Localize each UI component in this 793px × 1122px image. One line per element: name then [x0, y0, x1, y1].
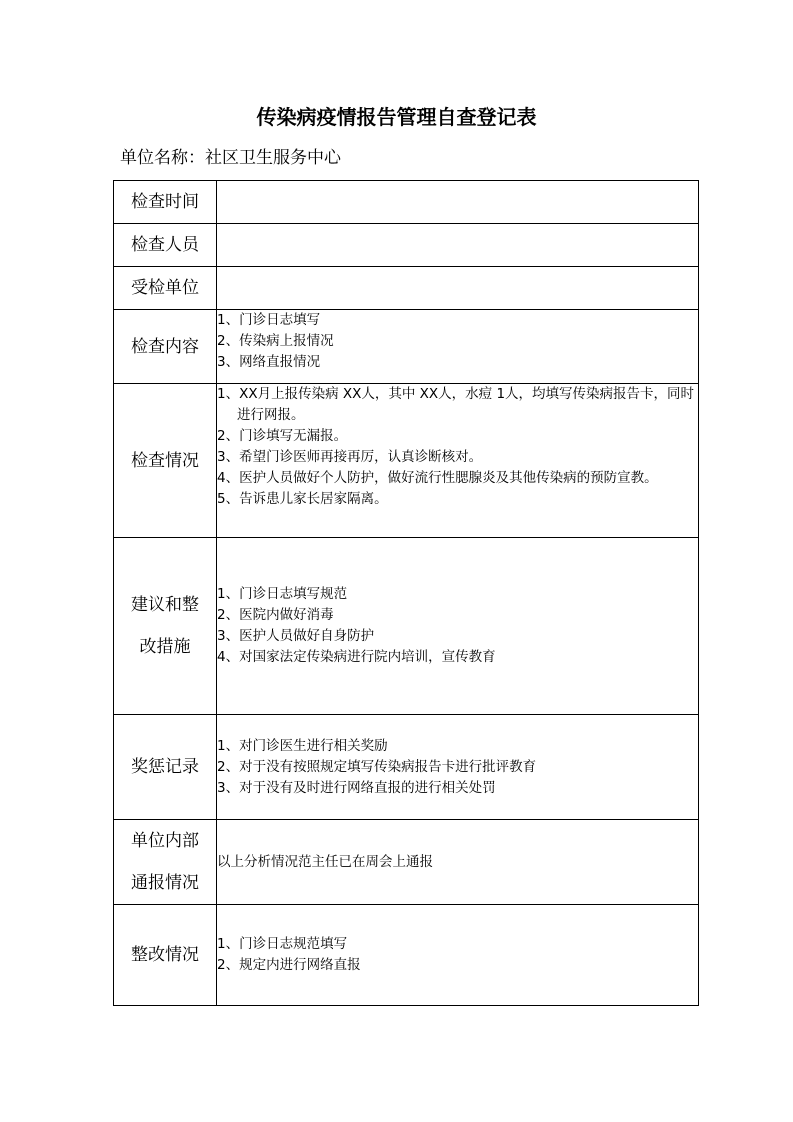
row-recommendations — [114, 538, 699, 715]
list-item: 3、希望门诊医师再接再厉，认真诊断核对。 — [217, 449, 483, 465]
list-item: 3、医护人员做好自身防护 — [217, 628, 375, 644]
label-inspection-findings: 检查情况 — [114, 384, 217, 538]
unit-name-label: 单位名称： — [120, 148, 205, 168]
list-item: 1、门诊日志填写规范 — [217, 586, 348, 602]
label-rewards-penalties: 奖惩记录 — [114, 715, 217, 820]
list-item: 4、对国家法定传染病进行院内培训，宣传教育 — [217, 649, 496, 665]
list-item: 5、告诉患儿家长居家隔离。 — [217, 491, 388, 507]
self-inspection-table — [113, 180, 699, 1006]
row-inspection-findings — [114, 384, 699, 538]
list-item: 1、门诊日志规范填写 — [217, 936, 348, 952]
label-inspected-unit: 受检单位 — [114, 267, 217, 310]
label-inspectors: 检查人员 — [114, 224, 217, 267]
row-rectification-status — [114, 905, 699, 1006]
document-title: 传染病疫情报告管理自查登记表 — [256, 105, 537, 129]
field-inspectors[interactable] — [217, 224, 699, 267]
list-item: 1、对门诊医生进行相关奖励 — [217, 737, 388, 754]
field-internal-notification — [217, 820, 699, 905]
field-rewards-penalties — [217, 715, 699, 820]
label-recommendations — [114, 538, 217, 715]
list-item: 2、医院内做好消毒 — [217, 607, 334, 623]
label-line: 改措施 — [139, 637, 191, 657]
label-inspection-time: 检查时间 — [114, 181, 217, 224]
field-inspection-content — [217, 310, 699, 384]
row-inspected-unit — [114, 267, 699, 310]
row-inspection-time — [114, 181, 699, 224]
row-inspectors — [114, 224, 699, 267]
row-rewards-penalties — [114, 715, 699, 820]
label-rectification-status: 整改情况 — [114, 905, 217, 1006]
list-item: 1、门诊日志填写 — [217, 312, 321, 328]
label-line: 建议和整 — [131, 595, 199, 615]
list-item: 2、对于没有按照规定填写传染病报告卡进行批评教育 — [217, 758, 537, 775]
list-item: 以上分析情况范主任已在周会上通报 — [217, 853, 433, 870]
label-internal-notification — [114, 820, 217, 905]
list-item: 4、医护人员做好个人防护，做好流行性腮腺炎及其他传染病的预防宣教。 — [217, 470, 658, 486]
label-line: 通报情况 — [131, 873, 199, 893]
list-item: 2、门诊填写无漏报。 — [217, 428, 348, 444]
field-recommendations — [217, 538, 699, 715]
field-rectification-status — [217, 905, 699, 1006]
row-internal-notification — [114, 820, 699, 905]
label-inspection-content: 检查内容 — [114, 310, 217, 384]
field-inspected-unit[interactable] — [217, 267, 699, 310]
list-item: 1、XX月上报传染病 XX人，其中 XX人，水痘 1人，均填写传染病报告卡，同时进行网报。 — [217, 386, 695, 423]
list-item: 2、规定内进行网络直报 — [217, 957, 361, 973]
field-inspection-time[interactable] — [217, 181, 699, 224]
list-item: 3、网络直报情况 — [217, 354, 321, 370]
field-inspection-findings — [217, 384, 699, 538]
unit-name-line — [120, 146, 341, 170]
list-item: 3、对于没有及时进行网络直报的进行相关处罚 — [217, 779, 496, 796]
row-inspection-content — [114, 310, 699, 384]
list-item: 2、传染病上报情况 — [217, 333, 334, 349]
label-line: 单位内部 — [131, 831, 199, 851]
unit-name-value: 社区卫生服务中心 — [205, 148, 341, 168]
